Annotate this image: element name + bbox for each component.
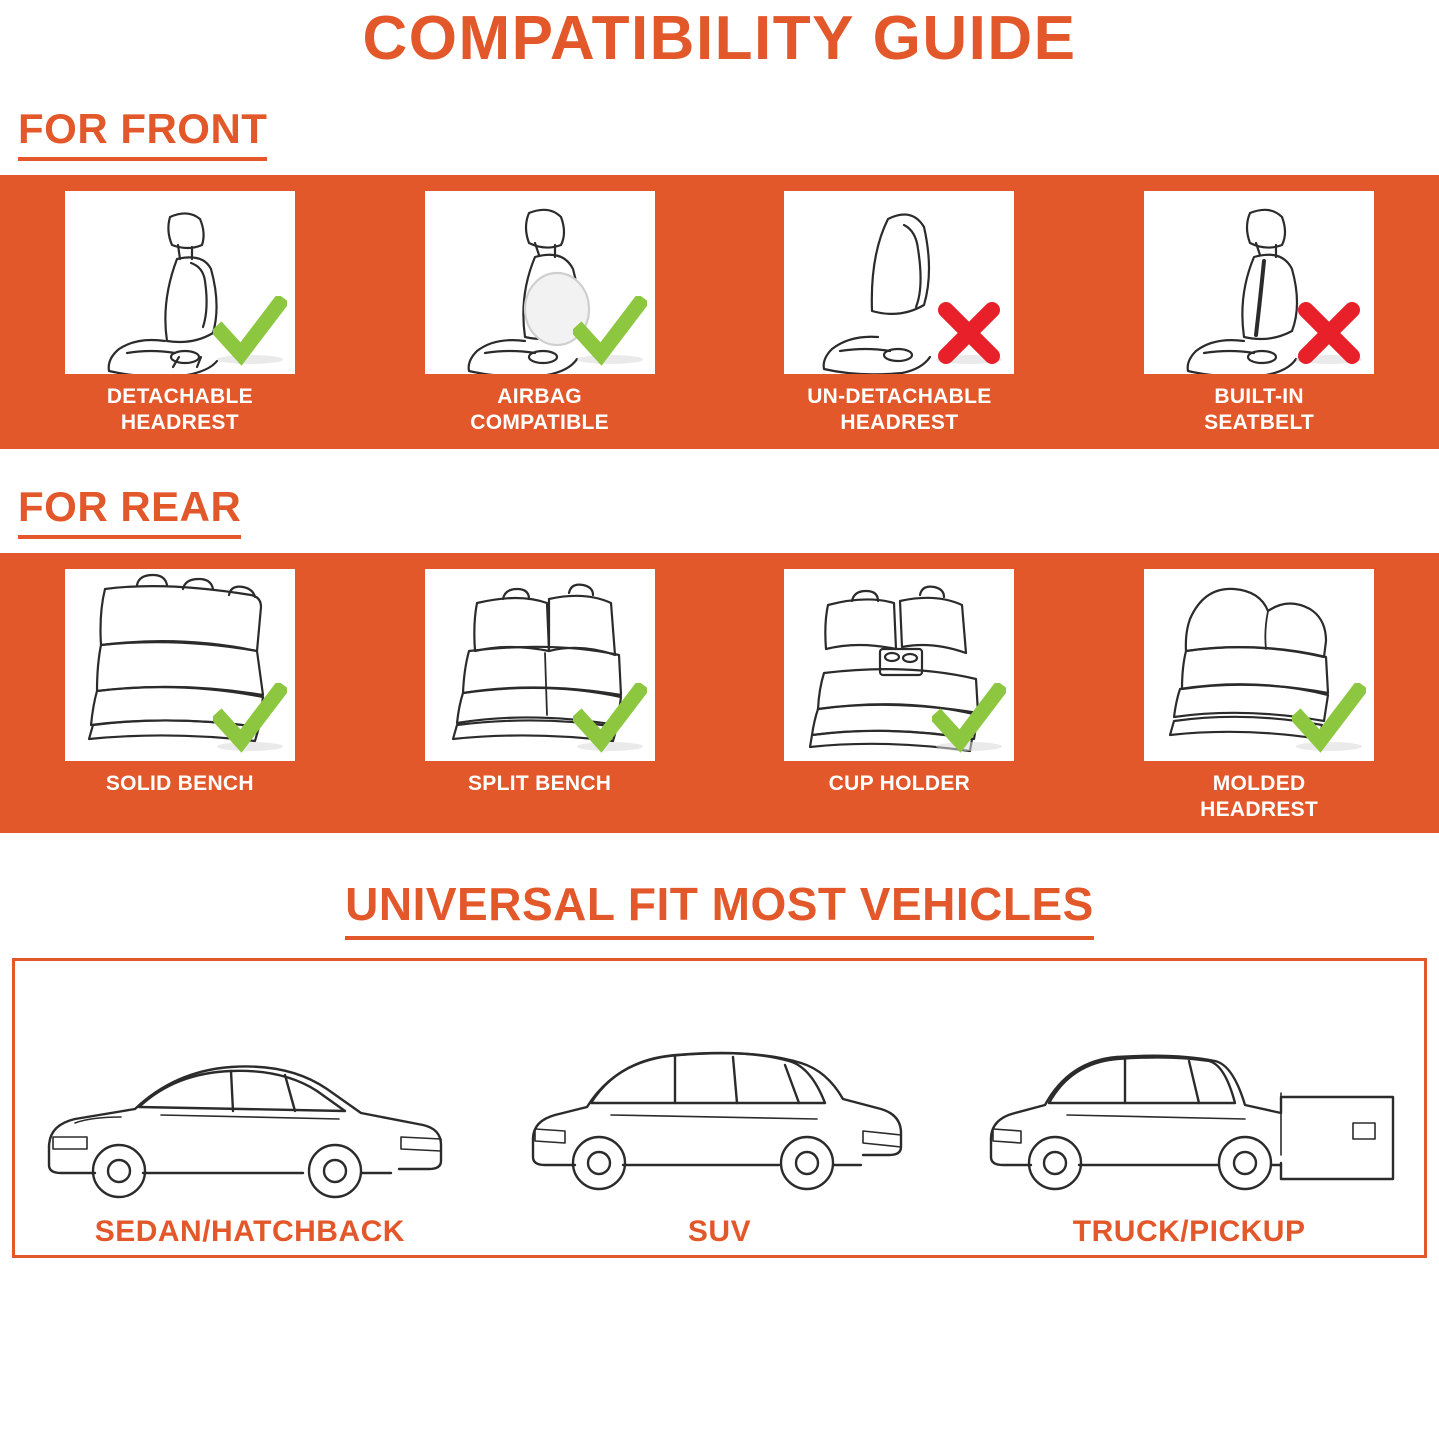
front-section-heading-wrap: [0, 105, 1439, 161]
rear-section-heading-wrap: [0, 483, 1439, 539]
front-item-airbag-compatible[interactable]: [415, 191, 665, 435]
rear-solid-bench-thumb: [65, 569, 295, 761]
vehicle-label: SUV: [687, 1214, 752, 1248]
caption-line-2: HEADREST: [120, 410, 239, 434]
rear-split-bench-thumb: [425, 569, 655, 761]
vehicle-sedan[interactable]: [30, 1004, 470, 1249]
front-seat-airbag-thumb: [425, 191, 655, 374]
front-item-label: [807, 384, 991, 435]
rear-item-label: [1200, 771, 1318, 822]
caption-line-2: SEATBELT: [1204, 410, 1315, 434]
check-icon: [573, 683, 647, 757]
caption-line-1: AIRBAG: [497, 385, 582, 409]
rear-cup-holder-thumb: [784, 569, 1014, 761]
vehicle-label: TRUCK/PICKUP: [1072, 1214, 1306, 1248]
rear-item-label: [468, 771, 611, 797]
front-seat-builtin-seatbelt-thumb: [1144, 191, 1374, 374]
universal-fit-title: UNIVERSAL FIT MOST VEHICLES: [345, 877, 1094, 940]
caption-line-1: MOLDED: [1212, 772, 1306, 796]
vehicle-types-box: [12, 958, 1427, 1258]
rear-item-label: [106, 771, 254, 797]
truck-art: [979, 1004, 1399, 1209]
vehicle-suv[interactable]: [499, 1004, 939, 1249]
rear-molded-headrest-thumb: [1144, 569, 1374, 761]
rear-item-split-bench[interactable]: [415, 569, 665, 797]
truck-icon: [979, 1019, 1399, 1209]
front-items-band: [0, 175, 1439, 449]
page-title: COMPATIBILITY GUIDE: [362, 4, 1077, 73]
caption-line-1: DETACHABLE: [106, 385, 253, 409]
rear-item-molded-headrest[interactable]: [1134, 569, 1384, 822]
universal-fit-title-wrap: [0, 877, 1439, 940]
rear-section-heading: FOR REAR: [18, 483, 241, 539]
front-item-label: [470, 384, 609, 435]
front-item-label: [1204, 384, 1314, 435]
vehicle-label: SEDAN/HATCHBACK: [94, 1214, 405, 1248]
rear-items-band: [0, 553, 1439, 832]
check-icon: [573, 296, 647, 370]
caption-line-1: BUILT-IN: [1214, 385, 1304, 409]
front-item-label: [107, 384, 253, 435]
check-icon: [1292, 683, 1366, 757]
vehicle-truck[interactable]: [969, 1004, 1409, 1249]
rear-item-solid-bench[interactable]: [55, 569, 305, 797]
caption-line-1: SPLIT BENCH: [467, 772, 612, 796]
check-icon: [932, 683, 1006, 757]
sedan-icon: [35, 1019, 465, 1209]
suv-art: [519, 1004, 919, 1209]
sedan-art: [35, 1004, 465, 1209]
front-seat-undetachable-headrest-thumb: [784, 191, 1014, 374]
front-seat-detachable-headrest-thumb: [65, 191, 295, 374]
rear-item-cup-holder[interactable]: [774, 569, 1024, 797]
caption-line-2: HEADREST: [1200, 797, 1319, 821]
caption-line-1: CUP HOLDER: [828, 772, 971, 796]
cross-icon: [1292, 296, 1366, 370]
suv-icon: [519, 1019, 919, 1209]
caption-line-1: SOLID BENCH: [105, 772, 254, 796]
front-section-heading: FOR FRONT: [18, 105, 267, 161]
front-item-builtin-seatbelt[interactable]: [1134, 191, 1384, 435]
caption-line-2: COMPATIBLE: [470, 410, 609, 434]
front-item-undetachable-headrest[interactable]: [774, 191, 1024, 435]
caption-line-1: UN-DETACHABLE: [807, 385, 992, 409]
cross-icon: [932, 296, 1006, 370]
check-icon: [213, 683, 287, 757]
front-item-detachable-headrest[interactable]: [55, 191, 305, 435]
check-icon: [213, 296, 287, 370]
caption-line-2: HEADREST: [840, 410, 959, 434]
rear-item-label: [829, 771, 970, 797]
